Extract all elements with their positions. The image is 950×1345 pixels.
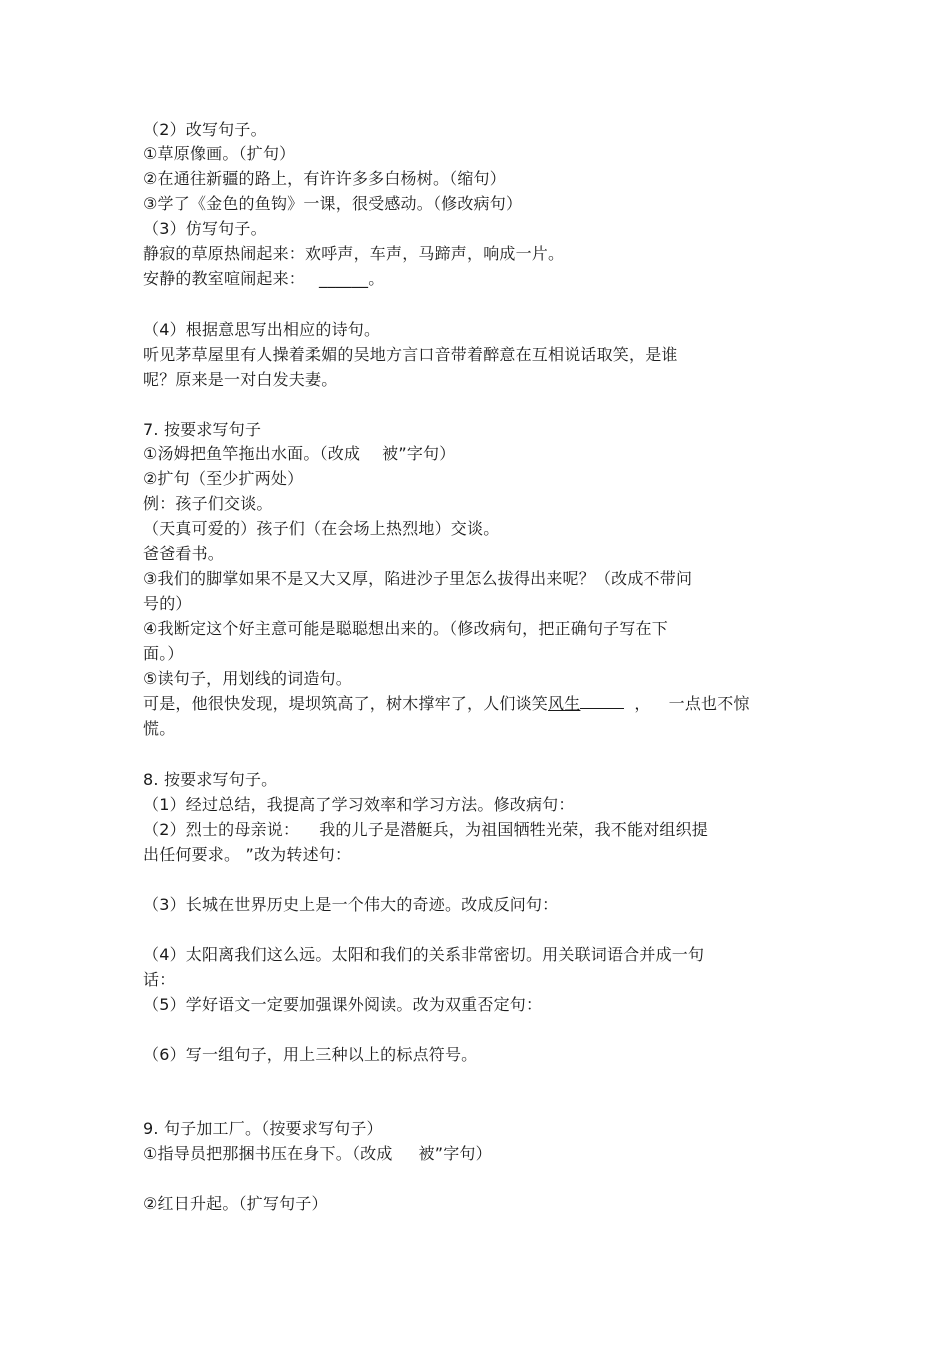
exercise-line: ②红日升起。（扩写句子） — [143, 1194, 328, 1213]
prompt-text: 一点也不惊 — [668, 694, 750, 713]
exercise-line — [143, 442, 455, 466]
exercise-line — [143, 692, 750, 716]
subsection-2-heading: （2）改写句子。 — [143, 120, 267, 139]
exercise-line: ④我断定这个好主意可能是聪聪想出来的。（修改病句，把正确句子写在下 — [143, 619, 668, 638]
subsection-4-heading: （4）根据意思写出相应的诗句。 — [143, 320, 381, 339]
exercise-line: 号的） — [143, 594, 192, 613]
prompt-text: （2）烈士的母亲说： — [143, 820, 300, 839]
exercise-line: ②扩句（至少扩两处） — [143, 469, 304, 488]
exercise-line: 爸爸看书。 — [143, 544, 225, 563]
exercise-line — [143, 818, 708, 842]
exercise-line: 例：孩子们交谈。 — [143, 494, 273, 513]
prompt-text: 可是，他很快发现，堤坝筑高了，树木撑牢了，人们谈笑 — [143, 694, 549, 713]
answer-blank — [580, 692, 624, 709]
exercise-line — [143, 267, 384, 291]
exercise-line: 听见茅草屋里有人操着柔媚的吴地方言口音带着醉意在互相说话取笑，是谁 — [143, 345, 678, 364]
exercise-line: ⑤读句子，用划线的词造句。 — [143, 669, 352, 688]
exercise-line: ③学了《金色的鱼钩》一课，很受感动。（修改病句） — [143, 194, 523, 213]
section-7-heading: 7. 按要求写句子 — [143, 420, 262, 439]
subsection-3-heading: （3）仿写句子。 — [143, 219, 267, 238]
prompt-text: ①汤姆把鱼竿拖出水面。（改成 — [143, 444, 361, 463]
exercise-line: （天真可爱的）孩子们（在会场上热烈地）交谈。 — [143, 519, 500, 538]
answer-blank: ______ — [319, 269, 369, 288]
exercise-line — [143, 1142, 492, 1166]
section-8-heading: 8. 按要求写句子。 — [143, 770, 278, 789]
exercise-line: 话： — [143, 970, 176, 989]
exercise-line: （3）长城在世界历史上是一个伟大的奇迹。改成反问句： — [143, 895, 559, 914]
exercise-line: （5）学好语文一定要加强课外阅读。改为双重否定句： — [143, 995, 543, 1014]
exercise-line: （1）经过总结，我提高了学习效率和学习方法。修改病句： — [143, 795, 575, 814]
section-9-heading: 9. 句子加工厂。（按要求写句子） — [143, 1119, 383, 1138]
prompt-text: 我的儿子是潜艇兵，为祖国牺牲光荣，我不能对组织提 — [319, 820, 708, 839]
exercise-line: 出任何要求。 ”改为转述句： — [143, 845, 352, 864]
exercise-line: 慌。 — [143, 719, 176, 738]
exercise-line: 呢？原来是一对白发夫妻。 — [143, 370, 338, 389]
punctuation: ， — [634, 694, 651, 713]
prompt-text: 安静的教室喧闹起来： — [143, 269, 306, 288]
prompt-text: 被”字句） — [382, 444, 456, 463]
exercise-line: ②在通往新疆的路上，有许许多多白杨树。（缩句） — [143, 169, 506, 188]
exercise-line: ③我们的脚掌如果不是又大又厚，陷进沙子里怎么拔得出来呢？（改成不带问 — [143, 569, 693, 588]
exercise-line: 面。） — [143, 644, 184, 663]
prompt-text: ①指导员把那捆书压在身下。（改成 — [143, 1144, 393, 1163]
underlined-word: 风生 — [548, 694, 581, 713]
exercise-line: （6）写一组句子，用上三种以上的标点符号。 — [143, 1045, 478, 1064]
punctuation: 。 — [368, 269, 385, 288]
exercise-line: 静寂的草原热闹起来：欢呼声，车声，马蹄声，响成一片。 — [143, 244, 565, 263]
exercise-line: （4）太阳离我们这么远。太阳和我们的关系非常密切。用关联词语合并成一句 — [143, 945, 705, 964]
prompt-text: 被”字句） — [418, 1144, 492, 1163]
exercise-line: ①草原像画。（扩句） — [143, 144, 296, 163]
